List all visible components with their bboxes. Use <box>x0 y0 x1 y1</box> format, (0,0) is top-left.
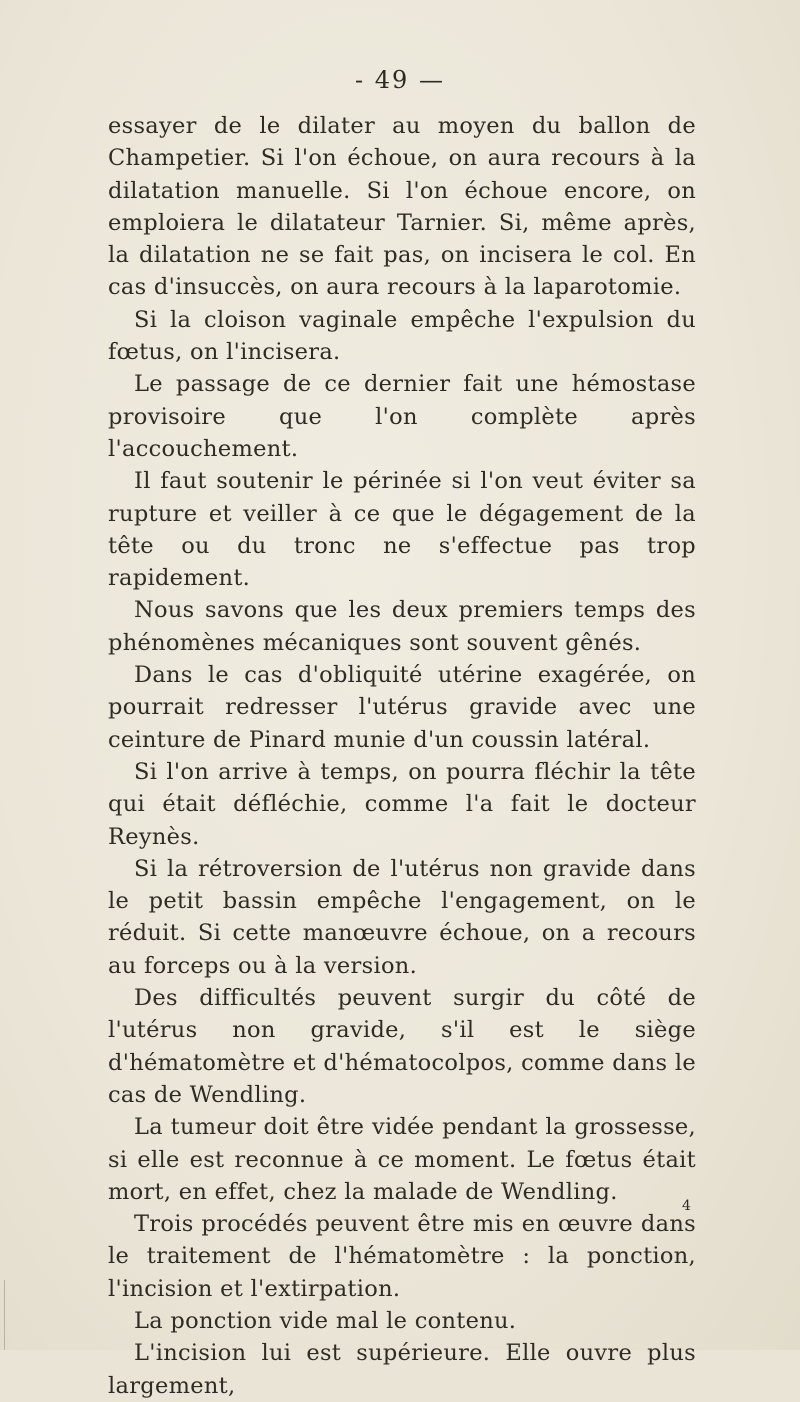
paragraph: Dans le cas d'obliquité utérine exagérée, on pourrait redresser l'utérus gravide avec une ceinture de Pinard munie d'un coussin latéral. <box>108 662 696 753</box>
paragraph: Nous savons que les deux premiers temps des phénomènes mécaniques sont souvent gênés. <box>108 597 696 656</box>
paragraph: Le passage de ce dernier fait une hémostase provisoire que l'on complète après l'accouchement. <box>108 371 696 462</box>
paragraph: La ponction vide mal le contenu. <box>134 1307 517 1334</box>
paragraph: Trois procédés peuvent être mis en œuvre dans le traitement de l'hématomètre : la ponction, l'incision et l'extirpation. <box>108 1211 696 1302</box>
margin-line <box>4 1280 5 1350</box>
paragraph: Si la rétroversion de l'utérus non gravide dans le petit bassin empêche l'engagement, on le réduit. Si cette manœuvre échoue, on a recours au forceps ou à la version. <box>108 855 696 979</box>
paragraph: Si l'on arrive à temps, on pourra fléchir la tête qui était défléchie, comme l'a fait le docteur Reynès. <box>108 758 696 850</box>
body-text <box>108 110 696 1402</box>
paragraph: Des difficultés peuvent surgir du côté de l'utérus non gravide, s'il est le siège d'hématomètre et d'hématocolpos, comme dans le cas de Wendling. <box>108 985 696 1108</box>
paragraph: L'incision lui est supérieure. Elle ouvre plus largement, <box>108 1340 696 1399</box>
paragraph: Si la cloison vaginale empêche l'expulsion du fœtus, on l'incisera. <box>108 306 696 366</box>
page-number: - 49 — <box>355 66 445 94</box>
signature-mark: 4 <box>682 1198 691 1214</box>
paragraph: La tumeur doit être vidée pendant la grossesse, si elle est reconnue à ce moment. Le fœtus était mort, en effet, chez la malade de Wendling. <box>108 1114 696 1205</box>
paragraph: Il faut soutenir le périnée si l'on veut éviter sa rupture et veiller à ce que le dégagement de la tête ou du tronc ne s'effectue pas trop rapidement. <box>108 468 696 592</box>
paragraph: essayer de le dilater au moyen du ballon de Champetier. Si l'on échoue, on aura recours à la dilatation manuelle. Si l'on échoue encore, on emploiera le dilatateur Tarnier. Si, même après, la dilatation ne se fait pas, on incisera le col. En cas d'insuccès, on aura recours à la laparotomie. <box>108 113 696 301</box>
